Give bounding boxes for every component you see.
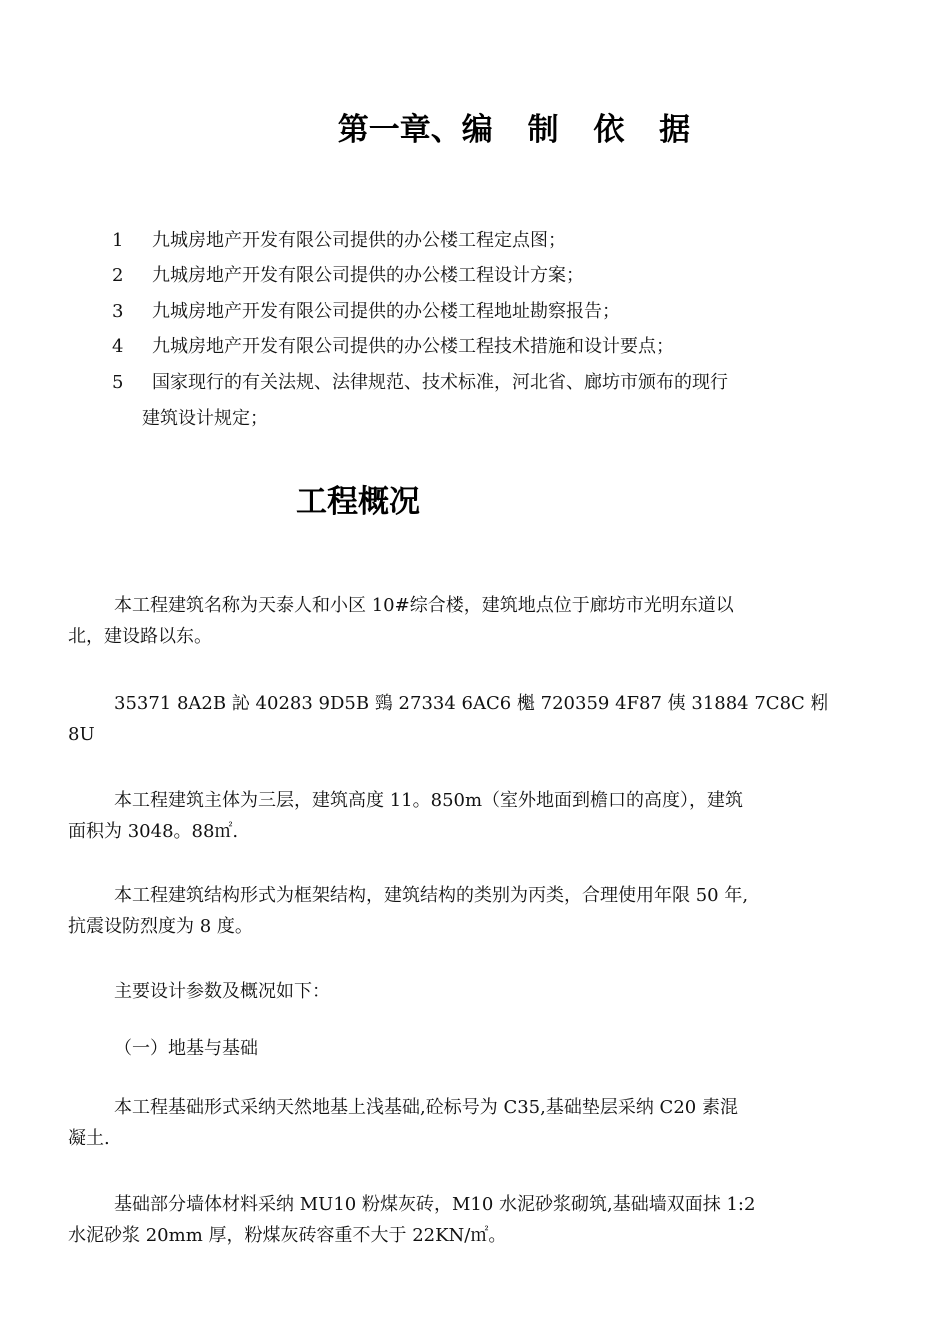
- body-paragraph: [68, 688, 888, 750]
- section-title: 工程概况: [296, 484, 420, 520]
- basis-number: 3: [112, 301, 124, 322]
- basis-item: [112, 329, 882, 365]
- basis-text: 九城房地产开发有限公司提供的办公楼工程技术措施和设计要点；: [152, 336, 674, 357]
- basis-item: [112, 223, 882, 259]
- basis-number: 5: [112, 372, 124, 393]
- basis-text: 九城房地产开发有限公司提供的办公楼工程地址勘察报告；: [152, 301, 620, 322]
- basis-number: 2: [112, 265, 124, 286]
- basis-text: 国家现行的有关法规、法律规范、技术标准，河北省、廊坊市颁布的现行: [152, 372, 728, 393]
- chapter-title-prefix: 第一章、: [337, 112, 462, 148]
- chapter-title-main: 编 制 依 据: [461, 112, 703, 148]
- body-paragraph: [68, 785, 888, 847]
- paragraph-line: 凝土.: [68, 1128, 110, 1149]
- paragraph-line: 35371 8A2B 訫 40283 9D5B 鵛 27334 6AC6 櫆 720359 4F87 侇 31884 7C8C 粌: [114, 693, 829, 714]
- paragraph-line: 主要设计参数及概况如下：: [114, 981, 330, 1002]
- paragraph-line: 抗震设防烈度为 8 度。: [68, 916, 253, 937]
- paragraph-line: 北，建设路以东。: [68, 626, 212, 647]
- paragraph-line: 本工程基础形式采纳天然地基上浅基础,砼标号为 C35,基础垫层采纳 C20 素混: [114, 1097, 738, 1118]
- basis-item: [112, 365, 882, 437]
- basis-text: 九城房地产开发有限公司提供的办公楼工程设计方案；: [152, 265, 584, 286]
- subsection-heading: [68, 1033, 888, 1064]
- body-paragraph: [68, 880, 888, 942]
- paragraph-line: 本工程建筑主体为三层，建筑高度 11。850m（室外地面到檐口的高度），建筑: [114, 790, 744, 811]
- paragraph-line: 面积为 3048。88㎡.: [68, 821, 239, 842]
- basis-text-continued: 建筑设计规定；: [142, 408, 268, 429]
- basis-number: 4: [112, 336, 124, 357]
- basis-number: 1: [112, 230, 124, 251]
- body-paragraph: [68, 1092, 888, 1154]
- paragraph-line: 本工程建筑名称为天泰人和小区 10#综合楼，建筑地点位于廊坊市光明东道以: [114, 595, 734, 616]
- basis-item: [112, 258, 882, 294]
- paragraph-line: 本工程建筑结构形式为框架结构，建筑结构的类别为丙类，合理使用年限 50 年,: [114, 885, 749, 906]
- chapter-title: [0, 104, 950, 149]
- body-paragraph: [68, 1189, 888, 1251]
- paragraph-line: 基础部分墙体材料采纳 MU10 粉煤灰砖，M10 水泥砂浆砌筑,基础墙双面抹 1:2: [114, 1194, 756, 1215]
- body-paragraph: [68, 976, 888, 1007]
- basis-item: [112, 294, 882, 330]
- body-paragraph: [68, 590, 888, 652]
- paragraph-line: 8U: [68, 724, 95, 745]
- paragraph-line: 水泥砂浆 20mm 厚，粉煤灰砖容重不大于 22KN/㎡。: [68, 1225, 507, 1246]
- basis-text: 九城房地产开发有限公司提供的办公楼工程定点图；: [152, 230, 566, 251]
- paragraph-line: （一）地基与基础: [114, 1038, 258, 1059]
